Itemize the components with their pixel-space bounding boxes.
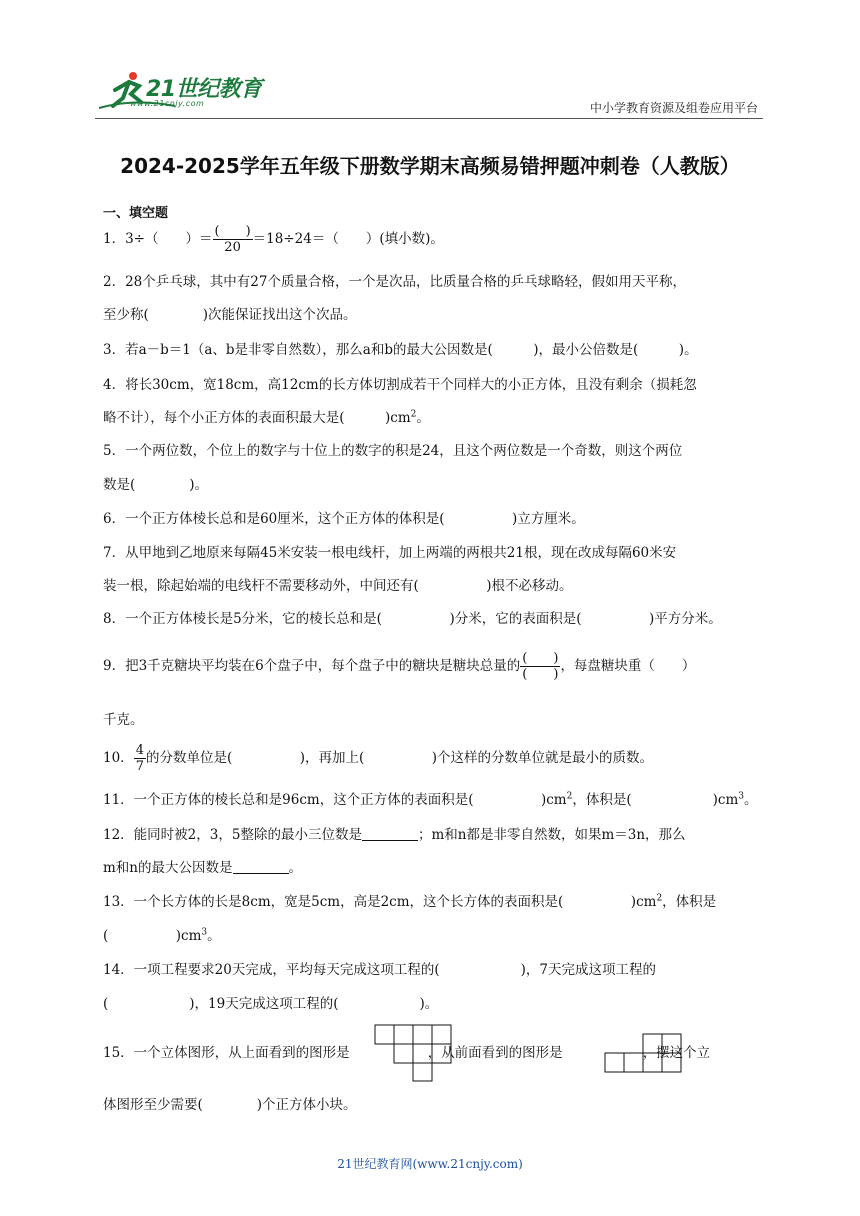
q10-denominator: 7 — [135, 759, 144, 774]
q13-text-b: ，体积是 — [662, 894, 717, 910]
q10-text-a: 10． — [103, 750, 134, 766]
question-13-line-2 — [103, 927, 221, 945]
q1-text-a: 1．3÷（ ）＝ — [103, 231, 213, 247]
q13-text-c: ( )cm — [103, 928, 202, 944]
question-9-line-2: 千克。 — [103, 712, 144, 728]
platform-label: 中小学教育资源及组卷应用平台 — [589, 101, 758, 115]
q4-end: 。 — [416, 410, 430, 426]
q9-denominator: ( ) — [522, 667, 559, 682]
q10-text-b: 的分数单位是( )，再加上( )个这样的分数单位就是最小的质数。 — [145, 750, 654, 766]
question-13-line-1 — [103, 893, 716, 911]
question-6: 6．一个正方体棱长总和是60厘米，这个正方体的体积是( )立方厘米。 — [103, 511, 585, 527]
q15-text-b: ，从前面看到的图形是 — [427, 1045, 563, 1061]
q13-sup-2: 3 — [201, 927, 208, 938]
question-7-line-1: 7．从甲地到乙地原来每隔45米安装一根电线杆，加上两端的两根共21根，现在改成每隔60米安 — [103, 545, 677, 561]
q12-blank-2[interactable] — [233, 859, 289, 874]
q12-text-c: m和n的最大公因数是 — [103, 860, 233, 876]
question-8: 8．一个正方体棱长是5分米，它的棱长总和是( )分米，它的表面积是( )平方分米。 — [103, 611, 722, 627]
question-1 — [103, 224, 444, 255]
front-view-grid-icon — [604, 1033, 684, 1073]
q9-text-a: 9．把3千克糖块平均装在6个盘子中，每个盘子中的糖块是糖块总量的 — [103, 658, 521, 674]
question-5-line-2: 数是( )。 — [103, 477, 209, 493]
question-12-line-1 — [103, 826, 686, 844]
q15-text-c: ，摆这个立 — [642, 1045, 711, 1061]
question-10 — [103, 743, 653, 774]
question-7-line-2: 装一根，除起始端的电线杆不需要移动外，中间还有( )根不必移动。 — [103, 578, 573, 594]
question-4-line-1: 4．将长30cm，宽18cm，高12cm的长方体切割成若干个同样大的小正方体，且没有剩余（损耗忽 — [103, 377, 697, 393]
q13-sup-1: 2 — [656, 893, 663, 904]
q1-fraction — [213, 224, 253, 255]
q1-text-b: ＝18÷24＝（ ）(填小数)。 — [252, 231, 444, 247]
question-15-line-2: 体图形至少需要( )个正方体小块。 — [103, 1097, 357, 1113]
question-2-line-2: 至少称( )次能保证找出这个次品。 — [103, 307, 357, 323]
logo-url: www.21cnjy.com — [130, 99, 205, 108]
q9-numerator: ( ) — [522, 651, 559, 666]
page-title: 2024-2025学年五年级下册数学期末高频易错押题冲刺卷（人教版） — [120, 154, 740, 178]
question-5-line-1: 5．一个两位数，个位上的数字与十位上的数字的积是24，且这个两位数是一个奇数，则这个两位 — [103, 443, 683, 459]
q11-text-b: ，体积是( )cm — [572, 792, 739, 808]
q12-blank-1[interactable] — [362, 826, 418, 841]
q10-numerator: 4 — [135, 743, 144, 758]
section-heading: 一、填空题 — [103, 206, 169, 221]
q10-fraction — [134, 743, 146, 774]
q12-end: 。 — [288, 860, 302, 876]
header-divider — [95, 118, 763, 119]
q12-text-b: ；m和n都是非零自然数，如果m＝3n，那么 — [417, 827, 686, 843]
q1-denominator: 20 — [224, 240, 241, 255]
q11-end: 。 — [744, 792, 758, 808]
q11-sup-2: 3 — [738, 791, 744, 802]
q11-sup-1: 2 — [566, 791, 573, 802]
q11-text-a: 11．一个正方体的棱长总和是96cm，这个正方体的表面积是( )cm — [103, 792, 567, 808]
q1-numerator: ( ) — [214, 224, 251, 239]
q15-text-a: 15．一个立体图形，从上面看到的图形是 — [103, 1045, 350, 1061]
q13-text-a: 13．一个长方体的长是8cm，宽是5cm，高是2cm，这个长方体的表面积是( )cm — [103, 894, 657, 910]
question-2-line-1: 2．28个乒乓球，其中有27个质量合格，一个是次品，比质量合格的乒乓球略轻，假如用天平称， — [103, 274, 686, 290]
q9-fraction — [520, 651, 560, 682]
question-3: 3．若a－b＝1（a、b是非零自然数），那么a和b的最大公因数是( )，最小公倍数是( )。 — [103, 342, 698, 358]
q13-end: 。 — [207, 928, 221, 944]
question-9 — [103, 651, 695, 682]
question-14-line-2: ( )，19天完成这项工程的( )。 — [103, 996, 439, 1012]
logo-text: 21世纪教育 — [146, 77, 262, 102]
q4-sup: 2 — [410, 409, 417, 420]
q9-text-b: ，每盘糖块重（ ） — [560, 658, 696, 674]
question-11 — [103, 791, 758, 809]
question-14-line-1: 14．一项工程要求20天完成，平均每天完成这项工程的( )，7天完成这项工程的 — [103, 962, 656, 978]
question-12-line-2 — [103, 859, 302, 877]
q4-text: 略不计），每个小正方体的表面积最大是( )cm — [103, 410, 411, 426]
footer-link[interactable]: 21世纪教育网(www.21cnjy.com) — [337, 1157, 523, 1171]
question-4-line-2 — [103, 409, 430, 427]
top-view-grid-icon — [374, 1024, 454, 1082]
q12-text-a: 12．能同时被2，3，5整除的最小三位数是 — [103, 827, 362, 843]
